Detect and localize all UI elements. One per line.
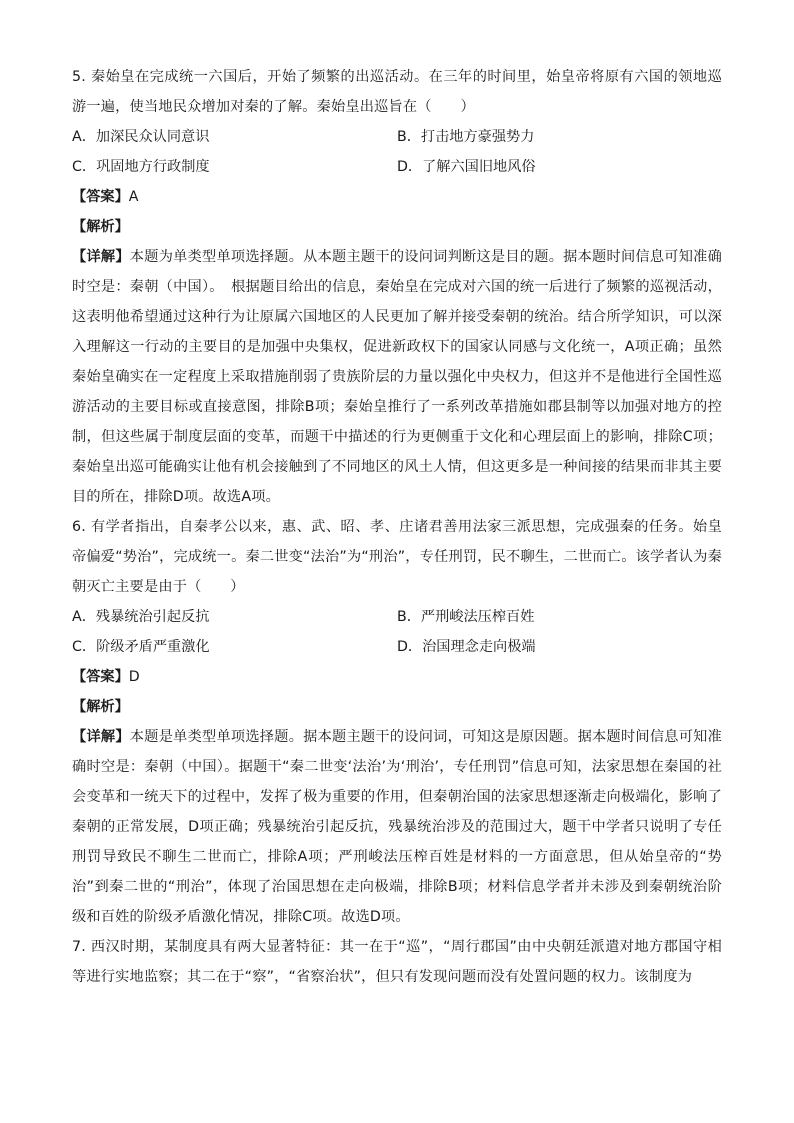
question-6-options-row-1 [72,602,722,632]
analysis-tag: 【解析】 [72,219,129,235]
option-6d: D．治国理念走向极端 [397,639,536,655]
answer-value: A [128,189,139,205]
question-5-answer [72,182,722,212]
option-5b: B．打击地方豪强势力 [397,129,535,145]
option-6c: C．阶级矛盾严重激化 [72,639,210,655]
option-5d: D．了解六国旧地风俗 [397,159,536,175]
question-5-options-row-2 [72,152,722,182]
detail-tag: 【详解】 [72,249,130,265]
detail-tag: 【详解】 [72,729,130,745]
question-6-analysis-heading [72,692,722,722]
detail-text: 本题是单类型单项选择题。据本题主题干的设问词，可知这是原因题。据本题时间信息可知准确时空是：秦朝（中国）。据题干“秦二世变‘法治’为‘刑治’，专任刑罚”信息可知，法家思想在秦国的社会变革和一统天下的过程中，发挥了极为重要的作用，但秦朝治国的法家思想逐渐走向极端化，影响了秦朝的正常发展，D项正确；残暴统治引起反抗，残暴统治涉及的范围过大，题干中学者只说明了专任刑罚导致民不聊生二世而亡，排除A项；严刑峻法压榨百姓是材料的一方面意思，但从始皇帝的“势治”到秦二世的“刑治”，体现了治国思想在走向极端，排除B项；材料信息学者并未涉及到秦朝统治阶级和百姓的阶级矛盾激化情况，排除C项。故选D项。 [72,729,723,925]
question-5-options-row-1 [72,122,722,152]
question-6-answer [72,662,722,692]
question-5-detail [72,242,722,512]
question-5-stem: 5. 秦始皇在完成统一六国后，开始了频繁的出巡活动。在三年的时间里，始皇帝将原有六国的领地巡游一遍，使当地民众增加对秦的了解。秦始皇出巡旨在（ ） [72,69,722,115]
question-6-detail [72,722,722,932]
option-6a: A．残暴统治引起反抗 [72,609,210,625]
answer-value: D [128,669,140,685]
option-5c: C．巩固地方行政制度 [72,159,210,175]
analysis-tag: 【解析】 [72,699,129,715]
detail-text: 本题为单类型单项选择题。从本题主题干的设问词判断这是目的题。据本题时间信息可知准确时空是：秦朝（中国）。 根据题目给出的信息，秦始皇在完成对六国的统一后进行了频繁的巡视活动，这表明他希望通过这种行为让原属六国地区的人民更加了解并接受秦朝的统治。结合所学知识，可以深入理解这一行动的主要目的是加强中央集权，促进新政权下的国家认同感与文化统一，A项正确；虽然秦始皇确实在一定程度上采取措施削弱了贵族阶层的力量以强化中央权力，但这并不是他进行全国性巡游活动的主要目标或直接意图，排除B项；秦始皇推行了一系列改革措施如郡县制等以加强对地方的控制，但这些属于制度层面的变革，而题干中描述的行为更侧重于文化和心理层面上的影响，排除C项；秦始皇出巡可能确实让他有机会接触到了不同地区的风土人情，但这更多是一种间接的结果而非其主要目的所在，排除D项。故选A项。 [72,249,723,505]
answer-tag: 【答案】 [72,669,129,685]
document-page [72,62,722,992]
question-5-analysis-heading [72,212,722,242]
question-6-options-row-2 [72,632,722,662]
option-6b: B．严刑峻法压榨百姓 [397,609,535,625]
option-5a: A．加深民众认同意识 [72,129,210,145]
question-6-stem: 6. 有学者指出，自秦孝公以来，惠、武、昭、孝、庄诸君善用法家三派思想，完成强秦的任务。始皇帝偏爱“势治”，完成统一。秦二世变“法治”为“刑治”，专任刑罚，民不聊生，二世而亡。该学者认为秦朝灭亡主要是由于（ ） [72,519,722,595]
answer-tag: 【答案】 [72,189,129,205]
question-7-stem: 7. 西汉时期，某制度具有两大显著特征：其一在于“巡”，“周行郡国”由中央朝廷派遣对地方郡国守相等进行实地监察；其二在于“察”，“省察治状”，但只有发现问题而没有处置问题的权力。该制度为 [72,939,722,985]
